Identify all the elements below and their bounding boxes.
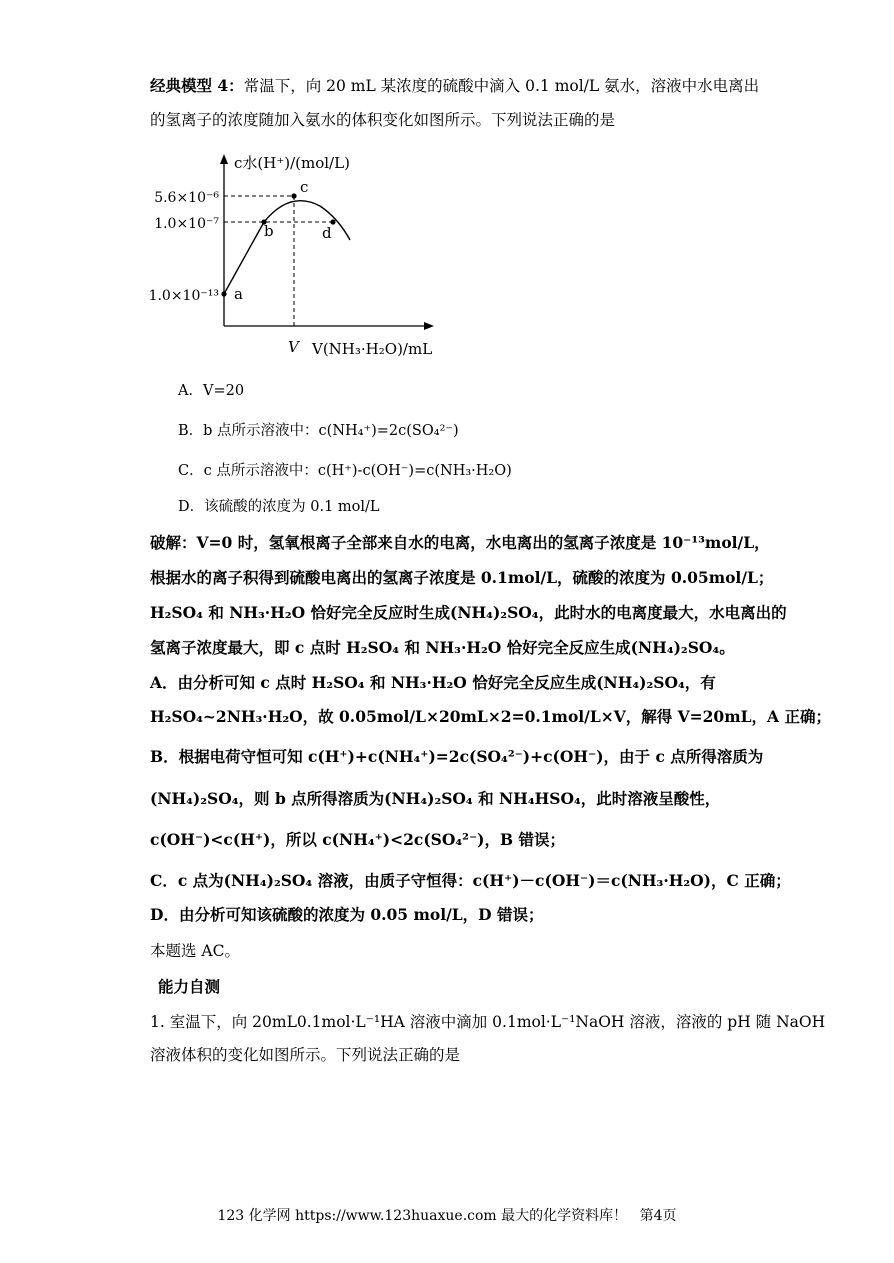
intro-text: 常温下，向 20 mL 某浓度的硫酸中滴入 0.1 mol/L 氨水，溶液中水电离出 [243, 77, 760, 95]
solution-line-1: 破解：V=0 时，氢氧根离子全部来自水的电离，水电离出的氢离子浓度是 10⁻¹³mol/L， [150, 533, 770, 552]
solution-line-2: 根据水的离子积得到硫酸电离出的氢离子浓度是 0.1mol/L，硫酸的浓度为 0.05mol/L； [150, 568, 774, 587]
model-label: 经典模型 4： [150, 76, 244, 95]
point-label-a: a [234, 285, 243, 303]
intro-line-2: 的氢离子的浓度随加入氨水的体积变化如图所示。下列说法正确的是 [150, 111, 616, 129]
footer-site: 123 化学网 https://www.123huaxue.com 最大的化学资料库！ [217, 1208, 628, 1224]
option-d: D．该硫酸的浓度为 0.1 mol/L [178, 499, 380, 515]
answer-line: 本题选 AC。 [150, 942, 240, 960]
section-title: 能力自测 [158, 977, 221, 996]
x-axis-arrow [424, 322, 434, 330]
solution-line-11: D．由分析可知该硫酸的浓度为 0.05 mol/L，D 错误； [150, 905, 544, 924]
y-axis-label: c水(H⁺)/(mol/L) [234, 154, 350, 172]
titration-figure [140, 148, 470, 368]
solution-line-7: B．根据电荷守恒可知 c(H⁺)+c(NH₄⁺)=2c(SO₄²⁻)+c(OH⁻)，由于 c 点所得溶质为 [150, 747, 764, 766]
point-label-d: d [322, 224, 332, 242]
y-tick-3: 1.0×10⁻¹³ [148, 288, 219, 304]
y-axis-arrow [220, 154, 228, 164]
solution-line-4: 氢离子浓度最大，即 c 点时 H₂SO₄ 和 NH₃·H₂O 恰好完全反应生成(NH₄)₂SO₄。 [150, 638, 735, 657]
intro-line-1 [150, 76, 759, 96]
solution-line-3: H₂SO₄ 和 NH₃·H₂O 恰好完全反应时生成(NH₄)₂SO₄，此时水的电离度最大，水电离出的 [150, 603, 787, 622]
x-axis-label: V(NH₃·H₂O)/mL [312, 340, 433, 358]
solution-line-8: (NH₄)₂SO₄，则 b 点所得溶质为(NH₄)₂SO₄ 和 NH₄HSO₄，此时溶液呈酸性， [150, 789, 721, 808]
point-label-b: b [264, 222, 274, 240]
point-a [221, 291, 226, 296]
option-a: A．V=20 [178, 383, 245, 399]
v-tick-label: V [288, 338, 299, 356]
solution-line-9: c(OH⁻)<c(H⁺)，所以 c(NH₄⁺)<2c(SO₄²⁻)，B 错误； [150, 830, 565, 849]
y-tick-2: 1.0×10⁻⁷ [154, 216, 219, 232]
curve [224, 201, 350, 294]
question-1-line-1: 1. 室温下，向 20mL0.1mol·L⁻¹HA 溶液中滴加 0.1mol·L⁻¹NaOH 溶液，溶液的 pH 随 NaOH [150, 1013, 826, 1031]
y-tick-1: 5.6×10⁻⁶ [154, 190, 219, 206]
point-c [291, 193, 296, 198]
solution-line-5: A．由分析可知 c 点时 H₂SO₄ 和 NH₃·H₂O 恰好完全反应生成(NH₄)₂SO₄，有 [150, 673, 716, 692]
solution-line-6: H₂SO₄~2NH₃·H₂O，故 0.05mol/L×20mL×2=0.1mol/L×V，解得 V=20mL，A 正确； [150, 707, 831, 726]
option-c: C．c 点所示溶液中：c(H⁺)-c(OH⁻)=c(NH₃·H₂O) [178, 463, 512, 479]
option-b: B．b 点所示溶液中：c(NH₄⁺)=2c(SO₄²⁻) [178, 423, 459, 439]
page-footer [0, 1205, 894, 1225]
footer-page-number: 第4页 [639, 1208, 677, 1224]
question-1-line-2: 溶液体积的变化如图所示。下列说法正确的是 [150, 1046, 461, 1064]
point-label-c: c [300, 178, 309, 196]
solution-line-10: C．c 点为(NH₄)₂SO₄ 溶液，由质子守恒得：c(H⁺)－c(OH⁻)＝c(NH₃·H₂O)，C 正确； [150, 871, 791, 890]
